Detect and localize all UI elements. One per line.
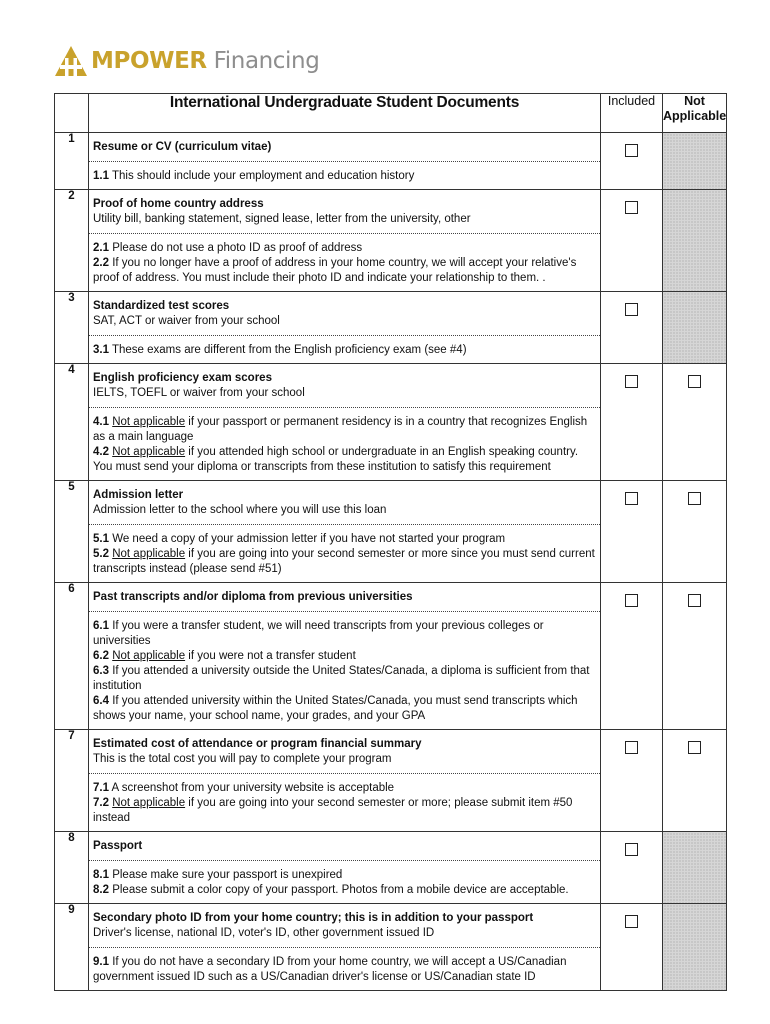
note-id: 5.1 [93,533,109,545]
not-applicable-shaded-cell [663,832,727,904]
note-text: Please submit a color copy of your passport. Photos from a mobile device are acceptable. [109,884,569,896]
row-number: 3 [55,292,89,364]
not-applicable-cell [663,583,727,730]
table-row [55,832,727,904]
document-notes [89,525,600,582]
note-line [93,796,596,826]
document-description [89,583,601,730]
table-row [55,292,727,364]
included-checkbox[interactable] [625,303,638,316]
document-title: Passport [93,840,143,852]
document-heading [89,364,600,408]
note-line [93,868,596,883]
note-id: 8.2 [93,884,109,896]
note-line [93,619,596,649]
not-applicable-checkbox[interactable] [688,741,701,754]
included-checkbox[interactable] [625,375,638,388]
table-row [55,583,727,730]
documents-checklist-table [54,93,727,991]
note-text: We need a copy of your admission letter if you have not started your program [109,533,506,545]
note-line [93,955,596,985]
not-applicable-shaded-cell [663,133,727,190]
note-line [93,256,596,286]
not-applicable-shaded-cell [663,292,727,364]
row-number: 9 [55,904,89,991]
note-text: if you are going into your second semester or more; please submit item #50 instead [93,797,573,824]
document-description [89,904,601,991]
included-cell [601,583,663,730]
document-description [89,481,601,583]
included-cell [601,190,663,292]
row-number: 4 [55,364,89,481]
document-notes [89,408,600,480]
included-cell [601,364,663,481]
document-notes [89,234,600,291]
note-text: if your passport or permanent residency is in a country that recognizes English as a main language [93,416,588,443]
document-notes [89,948,600,990]
note-text: If you no longer have a proof of address in your home country, we will accept your relative's proof of address. You must include their photo ID and indicate your relationship to them. . [93,257,577,284]
not-applicable-label: Not applicable [112,416,186,428]
note-text: if you are going into your second semester or more since you must send current transcripts instead (please send #51) [93,548,595,575]
note-line [93,664,596,694]
document-description [89,364,601,481]
note-text: if you were not a transfer student [185,650,356,662]
mpower-logo [54,44,319,78]
note-id: 6.3 [93,665,109,677]
document-heading [89,904,600,948]
table-row [55,481,727,583]
included-checkbox[interactable] [625,741,638,754]
note-id: 5.2 [93,548,109,560]
note-line [93,445,596,475]
document-title: Resume or CV (curriculum vitae) [93,141,272,153]
document-heading [89,832,600,861]
included-checkbox[interactable] [625,594,638,607]
note-id: 7.1 [93,782,109,794]
not-applicable-cell [663,481,727,583]
document-heading [89,583,600,612]
not-applicable-label: Not applicable [112,446,186,458]
table-row [55,364,727,481]
note-line [93,547,596,577]
included-cell [601,832,663,904]
note-text: if you attended high school or undergraduate in an English speaking country. You must send your diploma or transcripts from these institution to satisfy this requirement [93,446,579,473]
logo-wordmark: MPOWER Financing [91,48,320,74]
not-applicable-shaded-cell [663,904,727,991]
table-row [55,133,727,190]
included-cell [601,133,663,190]
note-id: 1.1 [93,170,109,182]
note-line [93,415,596,445]
note-line [93,169,596,184]
document-subtitle: Utility bill, banking statement, signed lease, letter from the university, other [93,213,471,225]
document-title: Proof of home country address [93,198,264,210]
document-description [89,832,601,904]
document-title: Standardized test scores [93,300,230,312]
note-line [93,694,596,724]
note-id: 2.2 [93,257,109,269]
note-line [93,781,596,796]
note-text: If you do not have a secondary ID from your home country, we will accept a US/Canadian government issued ID such as a US/Canadian driver's license or US/Canadian state ID [93,956,567,983]
document-notes [89,861,600,903]
note-line [93,343,596,358]
included-cell [601,730,663,832]
not-applicable-cell [663,364,727,481]
document-title: English proficiency exam scores [93,372,272,384]
note-id: 6.1 [93,620,109,632]
not-applicable-checkbox[interactable] [688,375,701,388]
included-cell [601,481,663,583]
document-description [89,292,601,364]
note-text: If you attended a university outside the United States/Canada, a diploma is sufficient from that institution [93,665,590,692]
not-applicable-cell [663,730,727,832]
row-number: 6 [55,583,89,730]
document-title: Secondary photo ID from your home country; this is in addition to your passport [93,912,534,924]
document-heading [89,481,600,525]
document-heading [89,190,600,234]
included-cell [601,292,663,364]
not-applicable-label: Not applicable [112,650,186,662]
note-text: If you were a transfer student, we will need transcripts from your previous colleges or universities [93,620,544,647]
included-checkbox[interactable] [625,843,638,856]
table-title: International Undergraduate Student Documents [89,94,601,133]
document-title: Admission letter [93,489,184,501]
note-text: If you attended university within the United States/Canada, you must send transcripts which shows your name, your school name, your grades, and your GPA [93,695,578,722]
note-id: 9.1 [93,956,109,968]
note-text: Please do not use a photo ID as proof of address [109,242,363,254]
document-title: Estimated cost of attendance or program financial summary [93,738,422,750]
table-row [55,904,727,991]
document-notes [89,612,600,729]
included-cell [601,904,663,991]
header-blank-cell [55,94,89,133]
document-subtitle: SAT, ACT or waiver from your school [93,315,280,327]
note-line [93,532,596,547]
note-text: These exams are different from the English proficiency exam (see #4) [109,344,467,356]
note-line [93,241,596,256]
note-id: 7.2 [93,797,109,809]
note-id: 4.2 [93,446,109,458]
document-notes [89,162,600,189]
logo-mark-icon [54,45,88,77]
row-number: 7 [55,730,89,832]
document-heading [89,730,600,774]
note-id: 6.4 [93,695,109,707]
included-checkbox[interactable] [625,915,638,928]
document-subtitle: IELTS, TOEFL or waiver from your school [93,387,305,399]
document-notes [89,774,600,831]
document-description [89,133,601,190]
not-applicable-label: Not applicable [112,548,186,560]
not-applicable-checkbox[interactable] [688,594,701,607]
note-line [93,883,596,898]
document-notes [89,336,600,363]
not-applicable-shaded-cell [663,190,727,292]
note-line [93,649,596,664]
note-text: A screenshot from your university website is acceptable [109,782,395,794]
document-heading [89,133,600,162]
document-title: Past transcripts and/or diploma from previous universities [93,591,413,603]
included-column-header: Included [601,94,663,133]
table-row [55,730,727,832]
document-description [89,730,601,832]
table-header-row [55,94,727,133]
note-text: This should include your employment and education history [109,170,415,182]
note-text: Please make sure your passport is unexpired [109,869,343,881]
not-applicable-column-header: Not Applicable [663,94,727,133]
document-description [89,190,601,292]
included-checkbox[interactable] [625,201,638,214]
note-id: 8.1 [93,869,109,881]
note-id: 6.2 [93,650,109,662]
note-id: 2.1 [93,242,109,254]
table-row [55,190,727,292]
row-number: 1 [55,133,89,190]
included-checkbox[interactable] [625,492,638,505]
row-number: 5 [55,481,89,583]
document-subtitle: Driver's license, national ID, voter's ID, other government issued ID [93,927,435,939]
document-subtitle: This is the total cost you will pay to complete your program [93,753,392,765]
document-subtitle: Admission letter to the school where you will use this loan [93,504,387,516]
document-heading [89,292,600,336]
not-applicable-label: Not applicable [112,797,186,809]
note-id: 3.1 [93,344,109,356]
row-number: 8 [55,832,89,904]
row-number: 2 [55,190,89,292]
not-applicable-checkbox[interactable] [688,492,701,505]
included-checkbox[interactable] [625,144,638,157]
note-id: 4.1 [93,416,109,428]
